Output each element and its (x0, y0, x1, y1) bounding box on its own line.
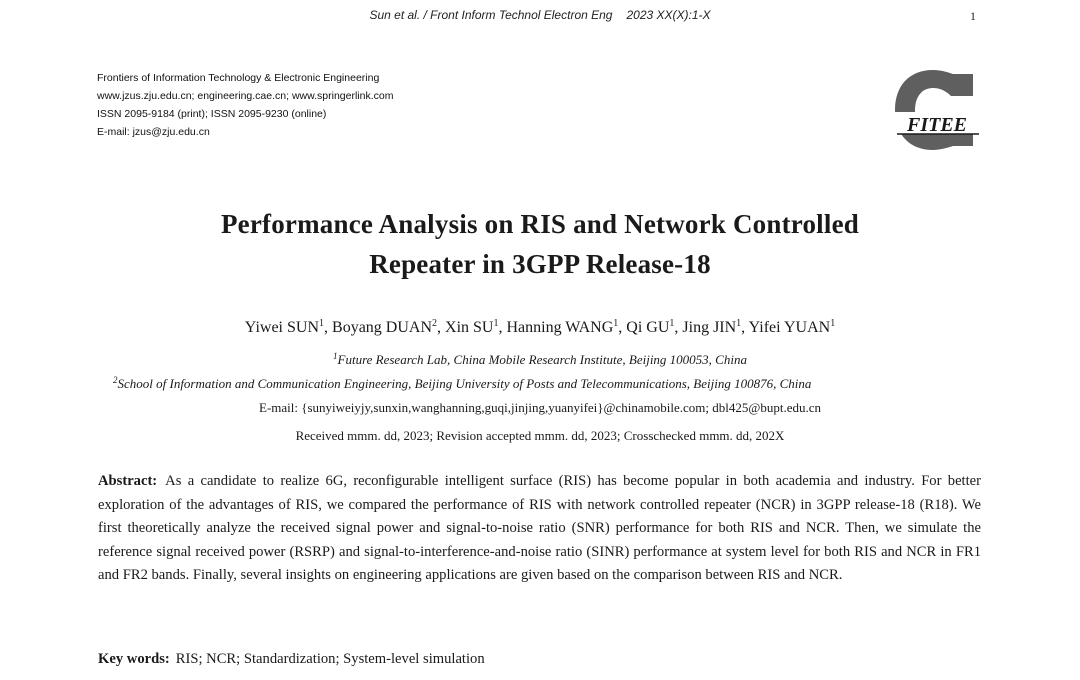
paper-title (0, 204, 1080, 284)
page-number: 1 (970, 9, 976, 23)
journal-info (97, 69, 393, 141)
keywords-text: RIS; NCR; Standardization; System-level simulation (175, 651, 485, 667)
author-list (0, 318, 1080, 337)
author: Yifei YUAN$^1$ (748, 318, 836, 336)
running-header-citation: Sun et al. / Front Inform Technol Electron Eng (369, 8, 613, 22)
author: Qi $GU^1$, (626, 318, 683, 336)
author: Yiwei SUN$^1$, (244, 318, 333, 336)
keywords-label: Key words: (98, 651, 170, 667)
affiliation-2: $^2$School of Information and Communication Engineering, Beijing University of Posts and Telecommunications, Beijing 100876, China (113, 375, 812, 391)
keywords (98, 651, 981, 668)
received-dates: Received mmm. dd, 2023; Revision accepted mmm. dd, 2023; Crosschecked mmm. dd, 202X (295, 428, 785, 443)
journal-websites: www.jzus.zju.edu.cn; engineering.cae.cn; www.springerlink.com (97, 90, 394, 102)
running-header (0, 8, 1080, 22)
journal-issn: ISSN 2095-9184 (print); ISSN 2095-9230 (online) (97, 108, 327, 120)
journal-email: E-mail: jzus@zju.edu.cn (97, 126, 210, 138)
author: Xin $SU^1$, (445, 318, 507, 336)
abstract-label: Abstract: (98, 473, 158, 489)
paper-title-line-1: Performance Analysis on RIS and Network Controlled (220, 209, 859, 239)
author-email: E-mail: {sunyiweiyjy,sunxin,wanghanning,guqi,jinjing,yuanyifei}@chinamobile.com; dbl425@bupt.edu.cn (259, 400, 821, 415)
journal-name: Frontiers of Information Technology & Electronic Engineering (97, 72, 380, 84)
paper-title-line-2: Repeater in 3GPP Release-18 (369, 249, 711, 279)
logo-text: FITEE (906, 114, 968, 136)
logo-c-shape (895, 70, 973, 150)
author: Boyang DUAN$^2$, (332, 318, 446, 336)
abstract-text: As a candidate to realize 6G, reconfigurable intelligent surface (RIS) has become popular in both academia and industry. For better exploration of the advantages of RIS, we compared the performance of RIS with network controlled repeater (NCR) in 3GPP release-18 (R18). We first theoretically analyze the received signal power and signal-to-noise ratio (SNR) performance for both RIS and NCR. Then, we simulate the reference signal received power (RSRP) and signal-to-interference-and-noise ratio (SINR) performance at system level for both RIS and NCR in FR1 and FR2 bands. Finally, several insights on engineering applications are given based on the comparison between RIS and NCR. (98, 473, 981, 583)
author: Hanning WANG$^1$, (506, 318, 627, 336)
affiliation-1: $^1$Future Research Lab, China Mobile Research Institute, Beijing 100053, China (333, 351, 747, 367)
abstract (98, 470, 981, 588)
fitee-logo (893, 68, 981, 152)
running-header-volume: 2023 XX(X):1-X (626, 8, 711, 22)
author: Jing JIN$^1$, (682, 318, 749, 336)
